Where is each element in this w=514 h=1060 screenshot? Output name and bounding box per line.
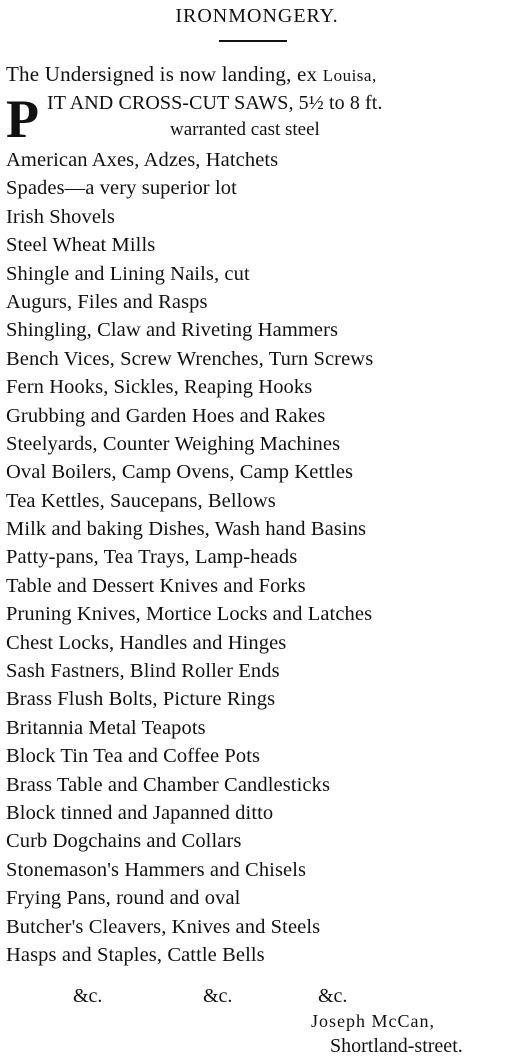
list-item: Irish Shovels bbox=[6, 205, 115, 228]
heading-rule bbox=[219, 40, 287, 42]
intro-line bbox=[6, 61, 377, 89]
list-item: Frying Pans, round and oval bbox=[6, 887, 241, 910]
list-item: Block tinned and Japanned ditto bbox=[6, 801, 274, 824]
drop-cap: P bbox=[6, 89, 39, 149]
intro-text: The Undersigned is now landing, ex bbox=[6, 62, 323, 86]
ad-heading: IRONMONGERY. bbox=[175, 5, 339, 27]
list-item: Oval Boilers, Camp Ovens, Camp Kettles bbox=[6, 461, 354, 484]
list-item: Milk and baking Dishes, Wash hand Basins bbox=[6, 518, 367, 541]
subline: warranted cast steel bbox=[170, 119, 320, 140]
list-item: Pruning Knives, Mortice Locks and Latches bbox=[6, 603, 373, 626]
list-item: Patty-pans, Tea Trays, Lamp-heads bbox=[6, 546, 298, 569]
etc-mark: &c. bbox=[318, 985, 348, 1007]
address: Shortland-street. bbox=[330, 1035, 463, 1057]
list-item: American Axes, Adzes, Hatchets bbox=[6, 149, 279, 171]
headline: IT AND CROSS-CUT SAWS, 5½ to 8 ft. bbox=[47, 92, 383, 114]
list-item: Brass Table and Chamber Candlesticks bbox=[6, 773, 331, 796]
item-list bbox=[6, 146, 373, 969]
list-item: Block Tin Tea and Coffee Pots bbox=[6, 745, 261, 768]
list-item: Steel Wheat Mills bbox=[6, 234, 156, 257]
list-item: Table and Dessert Knives and Forks bbox=[6, 574, 306, 597]
signature: Joseph McCan, bbox=[311, 1011, 435, 1031]
list-item: Butcher's Cleavers, Knives and Steels bbox=[6, 915, 321, 938]
list-item: Fern Hooks, Sickles, Reaping Hooks bbox=[6, 376, 313, 399]
etc-mark: &c. bbox=[203, 985, 233, 1007]
list-item: Steelyards, Counter Weighing Machines bbox=[6, 432, 341, 455]
list-item: Britannia Metal Teapots bbox=[6, 716, 206, 739]
list-item: Spades—a very superior lot bbox=[6, 177, 237, 200]
list-item: Grubbing and Garden Hoes and Rakes bbox=[6, 404, 326, 427]
list-item: Curb Dogchains and Collars bbox=[6, 830, 242, 853]
list-item: Bench Vices, Screw Wrenches, Turn Screws bbox=[6, 347, 374, 370]
list-item: Brass Flush Bolts, Picture Rings bbox=[6, 688, 276, 711]
list-item: Hasps and Staples, Cattle Bells bbox=[6, 943, 265, 966]
list-item: Tea Kettles, Saucepans, Bellows bbox=[6, 489, 276, 512]
ship-name: Louisa, bbox=[322, 66, 377, 85]
list-item: Stonemason's Hammers and Chisels bbox=[6, 858, 307, 881]
list-item: Augurs, Files and Rasps bbox=[6, 290, 208, 313]
list-item: Shingle and Lining Nails, cut bbox=[6, 262, 250, 285]
list-item: Sash Fastners, Blind Roller Ends bbox=[6, 660, 280, 683]
list-item: Shingling, Claw and Riveting Hammers bbox=[6, 319, 339, 342]
etc-mark: &c. bbox=[73, 985, 103, 1007]
list-item: Chest Locks, Handles and Hinges bbox=[6, 631, 287, 654]
